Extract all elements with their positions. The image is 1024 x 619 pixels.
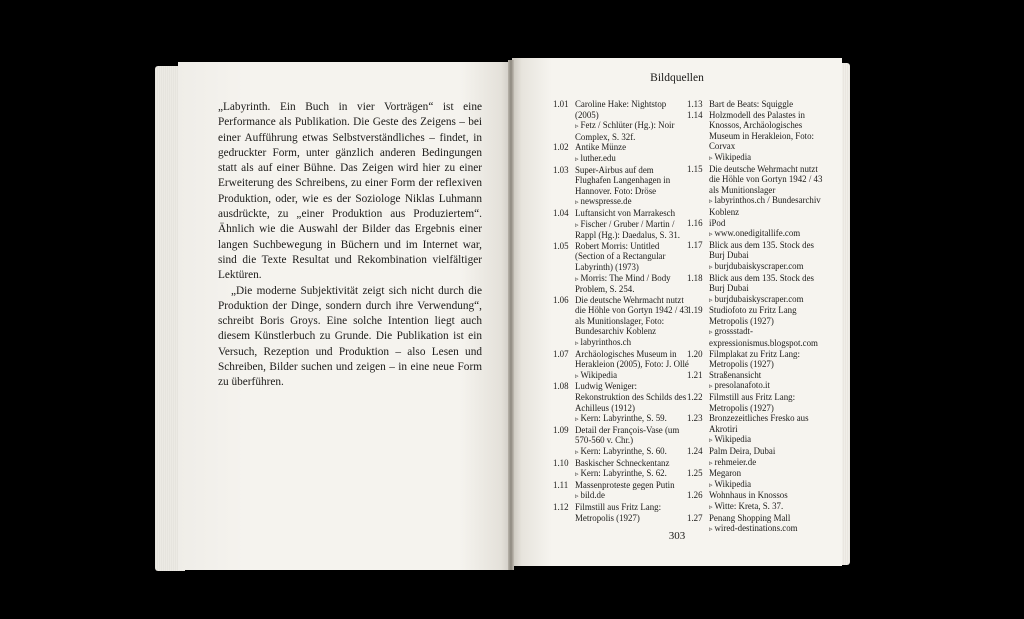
credit-entry [553, 502, 691, 523]
running-head: Bildquellen [650, 72, 704, 84]
credit-description: Penang Shopping Mall [709, 512, 791, 523]
credit-source: ▹ Fischer / Gruber / Martin / Rappl (Hg.): Daedalus, S. 31. [575, 219, 691, 241]
credit-entry [553, 425, 691, 458]
credit-entry [687, 349, 825, 370]
credit-number: 1.11 [553, 479, 569, 490]
credit-description: Robert Morris: Untitled (Section of a Rectangular Labyrinth) (1973) [575, 240, 666, 272]
credit-number: 1.02 [553, 142, 569, 153]
credit-number: 1.12 [553, 501, 569, 512]
credit-description: Antike Münze [575, 142, 627, 153]
credit-source: ▹ burjdubaiskyscraper.com [709, 261, 825, 273]
credit-number: 1.21 [687, 369, 703, 380]
credit-text [709, 240, 825, 273]
credit-description: Caroline Hake: Nightstop (2005) [575, 99, 667, 120]
credit-number: 1.16 [687, 217, 703, 228]
credit-text [709, 273, 825, 306]
credit-description: Blick aus dem 135. Stock des Burj Dubai [709, 239, 815, 261]
credit-entry [553, 480, 691, 502]
credit-number: 1.07 [553, 348, 569, 359]
credit-number: 1.19 [687, 305, 703, 316]
credit-entry [687, 99, 825, 110]
credit-description: Blick aus dem 135. Stock des Burj Dubai [709, 272, 815, 294]
credit-description: Massenproteste gegen Putin [575, 479, 675, 490]
credit-entry [553, 142, 691, 164]
credit-text [709, 370, 825, 392]
credit-text [575, 349, 691, 382]
credit-text [709, 490, 825, 512]
credit-text [575, 99, 691, 142]
credit-source: ▹ Wikipedia [709, 479, 825, 491]
credit-entry [687, 413, 825, 446]
credit-number: 1.09 [553, 424, 569, 435]
credit-number: 1.03 [553, 164, 569, 175]
credit-source: ▹ presolanafoto.it [709, 380, 825, 392]
credit-entry [687, 164, 825, 218]
credit-number: 1.18 [687, 272, 703, 283]
credit-description: Holzmodell des Palastes in Knossos, Archäologisches Museum in Herakleion, Foto: Corvax [709, 109, 815, 152]
credit-number: 1.26 [687, 490, 703, 501]
credit-text [709, 413, 825, 446]
credit-number: 1.08 [553, 381, 569, 392]
credit-source: ▹ burjdubaiskyscraper.com [709, 294, 825, 306]
credit-number: 1.22 [687, 392, 703, 403]
credit-text [709, 349, 825, 370]
credit-description: Bronzezeitliches Fresko aus Akrotiri [709, 413, 809, 434]
credit-source: ▹ Morris: The Mind / Body Problem, S. 254. [575, 273, 691, 295]
credit-description: Detail der François-Vase (um 570-560 v. Chr.) [575, 424, 680, 446]
credit-source: ▹ bild.de [575, 490, 691, 502]
credit-description: Filmplakat zu Fritz Lang: Metropolis (1927) [709, 348, 800, 370]
credit-number: 1.06 [553, 294, 569, 305]
credit-number: 1.01 [553, 99, 569, 109]
credit-text [709, 305, 825, 348]
credit-text [709, 218, 825, 240]
credit-text [709, 468, 825, 490]
credit-number: 1.17 [687, 239, 703, 250]
credit-source: ▹ newspresse.de [575, 196, 691, 208]
credit-number: 1.04 [553, 207, 569, 218]
credit-source: ▹ luther.edu [575, 153, 691, 165]
credit-entry [687, 392, 825, 413]
credit-number: 1.25 [687, 468, 703, 479]
paragraph: „Die moderne Subjektivität zeigt sich nicht durch die Produktion der Dinge, sondern durch ihre Verwendung“, schreibt Boris Groys. Eine solche Intention liegt auch diesem Künstlerbuch zu Grunde. Die Publikation ist ein Versuch, Rezeption und Produktion – also Lesen und Schreiben, Bilder suchen und zeigen – in eine neue Form zu überführen. [218, 284, 482, 389]
credits-column-right [687, 99, 825, 535]
credit-entry [553, 99, 691, 142]
credit-number: 1.10 [553, 457, 569, 468]
credit-description: Filmstill aus Fritz Lang: Metropolis (1927) [575, 501, 662, 523]
credit-text [575, 208, 691, 241]
credit-entry [553, 349, 691, 382]
credit-entry [553, 381, 691, 424]
credit-number: 1.15 [687, 163, 703, 174]
page-number: 303 [668, 530, 686, 542]
credit-text [575, 142, 691, 164]
credit-number: 1.24 [687, 446, 703, 456]
left-page-body [218, 100, 482, 391]
credit-entry [687, 490, 825, 512]
credit-source: ▹ Kern: Labyrinthe, S. 60. [575, 446, 691, 458]
credit-number: 1.20 [687, 348, 703, 359]
credit-source: ▹ www.onedigitallife.com [709, 228, 825, 240]
credit-description: Super-Airbus auf dem Flughafen Langenhagen in Hannover. Foto: Dröse [575, 164, 671, 196]
credit-description: Ludwig Weniger: Rekonstruktion des Schilds des Achilleus (1912) [575, 381, 687, 413]
book-gutter [508, 60, 514, 570]
credit-text [575, 165, 691, 208]
credit-entry [687, 305, 825, 348]
credit-text [709, 446, 825, 468]
credit-number: 1.23 [687, 413, 703, 424]
credit-description: Die deutsche Wehrmacht nutzt die Höhle von Gortyn 1942 / 43 als Munitionslager, Foto: Bundesarchiv Koblenz [575, 294, 689, 337]
credit-description: Archäologisches Museum in Herakleion (2005), Foto: J. Ollé [575, 348, 689, 370]
credit-description: Straßenansicht [709, 369, 762, 380]
credit-text [575, 458, 691, 480]
credit-source: ▹ Witte: Kreta, S. 37. [709, 501, 825, 513]
credit-text [575, 241, 691, 295]
credit-source: ▹ labyrinthos.ch / Bundesarchiv Koblenz [709, 195, 825, 217]
credit-entry [687, 273, 825, 306]
credit-text [575, 502, 691, 523]
credit-description: iPod [709, 217, 726, 228]
credit-description: Filmstill aus Fritz Lang: Metropolis (1927) [709, 392, 796, 413]
credit-text [709, 164, 825, 218]
credit-description: Studiofoto zu Fritz Lang Metropolis (1927) [709, 305, 797, 326]
credit-entry [553, 295, 691, 349]
credit-description: Bart de Beats: Squiggle [709, 99, 794, 109]
credit-text [575, 425, 691, 458]
credit-source: ▹ Wikipedia [575, 370, 691, 382]
credit-entry [687, 240, 825, 273]
credit-text [709, 110, 825, 164]
credit-number: 1.05 [553, 240, 569, 251]
credit-text [709, 99, 825, 110]
credit-source: ▹ labyrinthos.ch [575, 337, 691, 349]
credit-number: 1.27 [687, 512, 703, 523]
credit-description: Palm Deira, Dubai [709, 446, 776, 456]
credit-text [575, 381, 691, 424]
credit-entry [687, 446, 825, 468]
credit-description: Die deutsche Wehrmacht nutzt die Höhle von Gortyn 1942 / 43 als Munitionslager [709, 163, 823, 195]
credit-description: Megaron [709, 468, 742, 479]
credits-column-left [553, 99, 691, 523]
credit-entry [687, 468, 825, 490]
credit-description: Luftansicht von Marrakesch [575, 207, 676, 218]
credit-entry [553, 208, 691, 241]
credit-text [575, 480, 691, 502]
credit-source: ▹ Kern: Labyrinthe, S. 59. [575, 413, 691, 425]
credit-entry [687, 110, 825, 164]
credit-entry [553, 165, 691, 208]
credit-source: ▹ Kern: Labyrinthe, S. 62. [575, 468, 691, 480]
credit-source: ▹ Wikipedia [709, 434, 825, 446]
credit-text [575, 295, 691, 349]
credit-source: ▹ grossstadt-expressionismus.blogspot.com [709, 326, 825, 348]
credit-source: ▹ rehmeier.de [709, 457, 825, 469]
credit-source: ▹ wired-destinations.com [709, 523, 825, 535]
credit-text [709, 392, 825, 413]
paragraph: „Labyrinth. Ein Buch in vier Vorträgen“ ist eine Performance als Publikation. Die Geste des Zeigens – bei einer Aufführung etwas Selbstverständliches – findet, in gedruckter Form, unter gänzlich anderen Bedingungen statt als auf einer Bühne. Das Zeigen wird hier zu einer Erweiterung des Schreibens, zu einer Form der reflexiven Produktion, oder, wie es der Soziologe Niklas Luhmann ausdrückte, zu „einer Produktion aus Produziertem“. Ähnlich wie die Auswahl der Bilder das Ergebnis einer langen Suchbewegung in Büchern und im Internet war, sind die Texte Resultat und Rekombination vielfältiger Lektüren. [218, 101, 482, 282]
credit-entry [687, 218, 825, 240]
credit-entry [553, 241, 691, 295]
credit-number: 1.14 [687, 109, 703, 120]
credit-entry [687, 370, 825, 392]
credit-source: ▹ Wikipedia [709, 152, 825, 164]
credit-description: Baskischer Schneckentanz [575, 457, 670, 468]
credit-description: Wohnhaus in Knossos [709, 490, 788, 501]
credit-number: 1.13 [687, 99, 703, 109]
credit-entry [553, 458, 691, 480]
credit-source: ▹ Fetz / Schlüter (Hg.): Noir Complex, S. 32f. [575, 120, 691, 142]
